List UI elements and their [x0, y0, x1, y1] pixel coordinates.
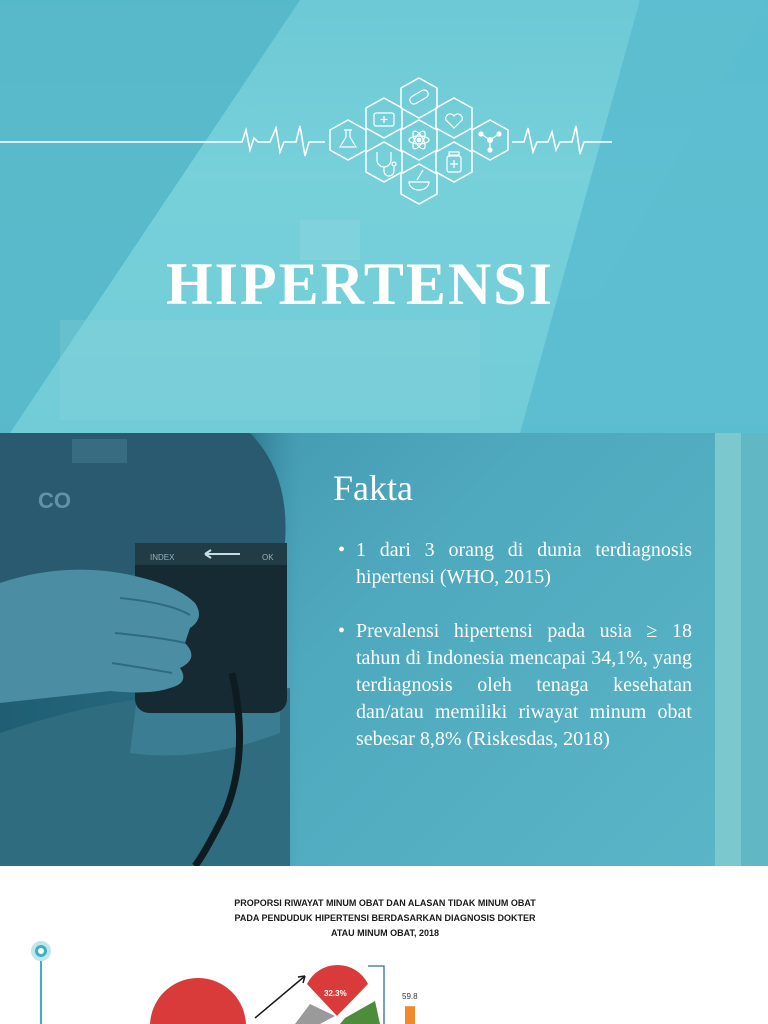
- svg-text:INDEX: INDEX: [150, 553, 175, 562]
- hex-flask: [330, 120, 366, 160]
- slide-chart: [0, 866, 768, 1024]
- pointer-arrow: [255, 976, 305, 1018]
- hex-heart: [436, 98, 472, 138]
- side-accent-bar-outer: [741, 433, 768, 866]
- bar-value-label: 59.8: [402, 992, 418, 1001]
- fact-list: [338, 537, 692, 780]
- bar-orange: [405, 1006, 415, 1024]
- hex-mortar: [401, 164, 437, 204]
- svg-text:CO: CO: [38, 488, 71, 513]
- slide-title: [0, 0, 768, 433]
- section-heading: Fakta: [333, 468, 413, 508]
- page-title: HIPERTENSI: [166, 251, 554, 317]
- svg-text:OK: OK: [262, 553, 274, 562]
- slide-facts: [0, 433, 768, 866]
- list-item: [338, 618, 692, 753]
- pie-main: [150, 978, 246, 1024]
- medical-icon-cluster: [0, 0, 768, 230]
- list-item: [338, 537, 692, 591]
- hex-pills: [401, 78, 437, 118]
- fact-text: 1 dari 3 orang di dunia terdiagnosis hipertensi (WHO, 2015): [356, 539, 692, 588]
- bullet-icon: •: [338, 539, 346, 561]
- blood-pressure-photo: [0, 433, 300, 866]
- side-accent-bar: [715, 433, 741, 866]
- chart-title-line: PADA PENDUDUK HIPERTENSI BERDASARKAN DIAGNOSIS DOKTER: [234, 913, 536, 923]
- chart-graphic: [0, 866, 768, 1024]
- chart-title-line: PROPORSI RIWAYAT MINUM OBAT DAN ALASAN TIDAK MINUM OBAT: [234, 898, 536, 908]
- bullet-icon: •: [338, 620, 346, 642]
- pie-red-label: 32.3%: [324, 989, 347, 998]
- fact-text: Prevalensi hipertensi pada usia ≥ 18 tahun di Indonesia mencapai 34,1%, yang terdiagnosis oleh tenaga kesehatan dan/atau memiliki riwayat minum obat sebesar 8,8% (Riskesdas, 2018): [356, 620, 692, 750]
- hex-stethoscope: [366, 142, 402, 182]
- chart-title-line: ATAU MINUM OBAT, 2018: [330, 928, 439, 938]
